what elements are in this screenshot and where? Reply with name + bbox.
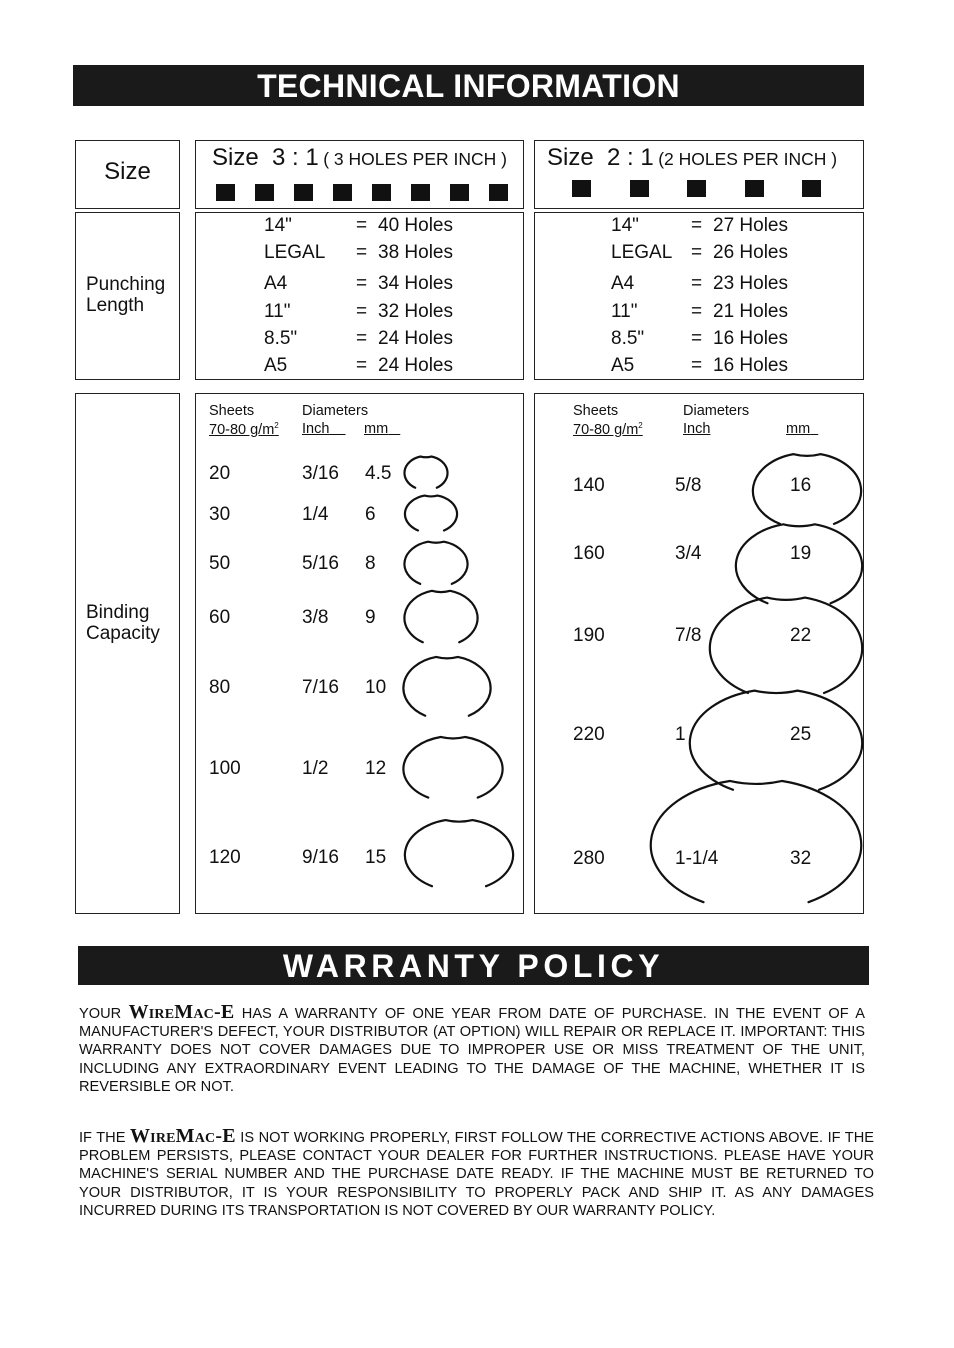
punch-size: 14" <box>264 215 292 236</box>
punch-holes: 16 Holes <box>713 355 788 376</box>
punch-hole-icon <box>687 180 706 197</box>
punch-holes: 26 Holes <box>713 242 788 263</box>
punch-size: LEGAL <box>264 242 326 263</box>
binding-label-line1: Binding <box>86 602 150 623</box>
brand-name: WireMac-E <box>128 1001 235 1023</box>
punch-holes: 32 Holes <box>378 301 453 322</box>
warranty-paragraph-1 <box>79 1003 865 1096</box>
size-2-1-cell <box>534 140 864 209</box>
mm-header-2 <box>786 421 818 437</box>
punch-hole-icon <box>630 180 649 197</box>
punch-size: 8.5" <box>264 328 298 349</box>
binding-inch: 5/8 <box>675 475 702 496</box>
paper-weight-value-2: 70-80 g/m <box>573 421 639 438</box>
size-2-1-note: (2 HOLES PER INCH ) <box>658 149 838 169</box>
size-label-cell <box>75 140 180 209</box>
binding-inch: 1/4 <box>302 504 329 525</box>
binding-inch: 1 <box>675 724 686 745</box>
binding-mm: 25 <box>790 724 812 745</box>
binding-sheets: 140 <box>573 475 605 496</box>
binding-mm: 32 <box>790 848 812 869</box>
punch-hole-icon <box>372 184 391 201</box>
binding-sheets: 160 <box>573 543 605 564</box>
punch-size: 11" <box>264 301 291 322</box>
binding-sheets: 20 <box>209 463 231 484</box>
size-3-1-heading <box>212 144 507 172</box>
punch-holes: 38 Holes <box>378 242 453 263</box>
punch-hole-icon <box>745 180 764 197</box>
binding-sheets: 30 <box>209 504 231 525</box>
binding-inch: 1/2 <box>302 758 329 779</box>
binding-mm: 16 <box>790 475 812 496</box>
inch-header <box>302 421 346 437</box>
punching-label-line2: Length <box>86 295 145 316</box>
punch-equals: = <box>691 273 703 294</box>
binding-sheets: 100 <box>209 758 241 779</box>
binding-sheets: 280 <box>573 848 605 869</box>
binding-mm: 12 <box>365 758 387 779</box>
punching-length-label-cell <box>75 212 180 380</box>
brand-name-2: WireMac-E <box>129 1125 236 1147</box>
mm-header-text-2: mm <box>786 421 811 437</box>
punch-holes: 24 Holes <box>378 355 453 376</box>
size-2-1-ratio: Size 2 : 1 <box>547 144 654 171</box>
punch-equals: = <box>691 301 703 322</box>
binding-capacity-3-1-cell <box>195 393 524 914</box>
punch-hole-icon <box>450 184 469 201</box>
punch-hole-icon <box>572 180 591 197</box>
warranty-p2-intro: IF THE <box>79 1130 130 1146</box>
sheets-header: Sheets <box>209 403 255 419</box>
punch-hole-icon <box>411 184 430 201</box>
punch-equals: = <box>356 328 368 349</box>
punch-equals: = <box>356 273 368 294</box>
binding-mm: 8 <box>365 553 376 574</box>
punching-length-3-1-cell <box>195 212 524 380</box>
binding-sheets: 80 <box>209 677 231 698</box>
punch-holes: 40 Holes <box>378 215 453 236</box>
binding-mm: 15 <box>365 847 387 868</box>
punch-equals: = <box>691 355 703 376</box>
size-3-1-cell <box>195 140 524 209</box>
binding-mm: 6 <box>365 504 376 525</box>
binding-sheets: 50 <box>209 553 231 574</box>
warranty-p2-text: IS NOT WORKING PROPERLY, FIRST FOLLOW THE CORRECTIVE ACTIONS ABOVE. IF THE PROBLEM PERSISTS, PLEASE CONTACT YOUR DEALER FOR FURTHER INSTRUCTIONS. PLEASE HAVE YOUR MACHINE'S SERIAL NUMBER AND THE PURCHASE DATE READY. IF THE MACHINE MUST BE RETURNED TO YOUR DISTRIBUTOR, IT IS YOUR RESPONSIBILITY TO PROPERLY PACK AND SHIP IT. AS ANY DAMAGES INCURRED DURING ITS TRANSPORTATION IS NOT COVERED BY OUR WARRANTY POLICY. <box>79 1130 874 1219</box>
mm-header <box>364 421 400 437</box>
punching-length-2-1-cell <box>534 212 864 380</box>
warranty-paragraph-2 <box>79 1127 874 1220</box>
punch-hole-icon <box>489 184 508 201</box>
punch-equals: = <box>356 242 368 263</box>
warranty-p1-intro: YOUR <box>79 1006 129 1022</box>
punch-holes: 27 Holes <box>713 215 788 236</box>
paper-weight-value: 70-80 g/m <box>209 421 275 438</box>
punch-hole-icon <box>255 184 274 201</box>
punch-hole-icon <box>216 184 235 201</box>
binding-inch: 7/16 <box>302 677 339 698</box>
punch-equals: = <box>691 328 703 349</box>
punch-size: 8.5" <box>611 328 645 349</box>
punch-size: 11" <box>611 301 638 322</box>
technical-information-banner <box>73 65 864 106</box>
warranty-policy-title: WARRANTY POLICY <box>282 948 665 984</box>
binding-inch: 9/16 <box>302 847 339 868</box>
size-2-1-heading <box>547 144 837 172</box>
binding-inch: 3/8 <box>302 607 329 628</box>
punch-equals: = <box>691 242 703 263</box>
paper-weight-header <box>209 421 279 438</box>
warranty-p1-text: HAS A WARRANTY OF ONE YEAR FROM DATE OF PURCHASE. IN THE EVENT OF A MANUFACTURER'S DEFECT, YOUR DISTRIBUTOR (AT OPTION) WILL REPAIR OR REPLACE IT. IMPORTANT: THIS WARRANTY DOES NOT COVER DAMAGES DUE TO IMPROPER USE OR MISS TREATMENT OF THE UNIT, INCLUDING ANY EXTRAORDINARY EVENT LEADING TO THE DAMAGE OF THE MACHINE, WHETHER IT IS REVERSIBLE OR NOT. <box>79 1006 865 1095</box>
warranty-policy-banner <box>78 946 869 985</box>
binding-label-line2: Capacity <box>86 623 160 644</box>
binding-capacity-2-1-cell <box>534 393 864 914</box>
paper-weight-header-2 <box>573 421 643 438</box>
inch-header-text-2: Inch <box>683 421 711 437</box>
binding-mm: 9 <box>365 607 376 628</box>
binding-inch: 3/4 <box>675 543 702 564</box>
punch-holes: 21 Holes <box>713 301 788 322</box>
binding-inch: 5/16 <box>302 553 339 574</box>
punch-size: A4 <box>264 273 288 294</box>
binding-mm: 19 <box>790 543 812 564</box>
punch-equals: = <box>691 215 703 236</box>
paper-weight-sup: 2 <box>274 421 279 430</box>
punch-equals: = <box>356 355 368 376</box>
punch-size: LEGAL <box>611 242 673 263</box>
sheets-header-2: Sheets <box>573 403 619 419</box>
punch-hole-icon <box>802 180 821 197</box>
punch-hole-icon <box>294 184 313 201</box>
binding-inch: 7/8 <box>675 625 702 646</box>
diameters-header-2: Diameters <box>683 403 750 419</box>
binding-mm: 10 <box>365 677 387 698</box>
punch-size: A4 <box>611 273 635 294</box>
punch-size: A5 <box>611 355 635 376</box>
punch-holes: 23 Holes <box>713 273 788 294</box>
punch-holes: 24 Holes <box>378 328 453 349</box>
binding-sheets: 220 <box>573 724 605 745</box>
binding-sheets: 190 <box>573 625 605 646</box>
punch-holes: 16 Holes <box>713 328 788 349</box>
binding-mm: 4.5 <box>365 463 392 484</box>
binding-sheets: 120 <box>209 847 241 868</box>
binding-mm: 22 <box>790 625 812 646</box>
diameters-header: Diameters <box>302 403 369 419</box>
size-3-1-note: ( 3 HOLES PER INCH ) <box>323 149 507 169</box>
mm-header-text: mm <box>364 421 389 437</box>
punching-label-line1: Punching <box>86 274 166 295</box>
punch-equals: = <box>356 215 368 236</box>
size-label: Size <box>104 158 151 185</box>
binding-capacity-label-cell <box>75 393 180 914</box>
binding-inch: 1-1/4 <box>675 848 719 869</box>
punch-holes: 34 Holes <box>378 273 453 294</box>
binding-sheets: 60 <box>209 607 231 628</box>
punch-equals: = <box>356 301 368 322</box>
inch-header-text: Inch <box>302 421 330 437</box>
binding-inch: 3/16 <box>302 463 339 484</box>
paper-weight-sup-2: 2 <box>638 421 643 430</box>
punch-hole-icon <box>333 184 352 201</box>
size-3-1-ratio: Size 3 : 1 <box>212 144 319 171</box>
punch-size: A5 <box>264 355 288 376</box>
technical-information-title: TECHNICAL INFORMATION <box>257 68 680 104</box>
punch-size: 14" <box>611 215 639 236</box>
inch-header-2 <box>683 421 710 437</box>
